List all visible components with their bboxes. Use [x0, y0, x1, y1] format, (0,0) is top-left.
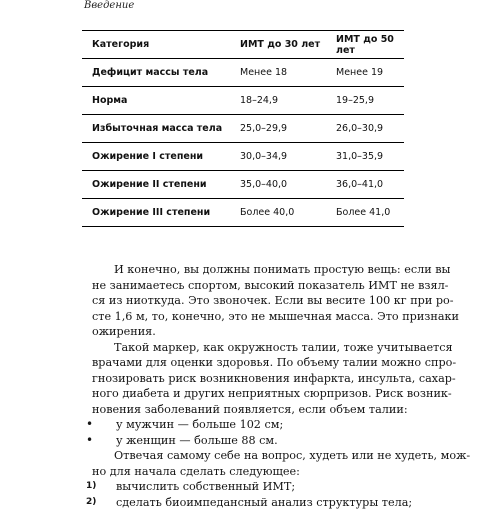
bullet-marker: • — [86, 417, 106, 433]
value-cell: 18–24,9 — [230, 87, 326, 115]
value-cell: Менее 18 — [230, 59, 326, 87]
paragraph-bmi-explanation — [92, 262, 410, 340]
category-cell: Ожирение II степени — [82, 171, 230, 199]
column-header: ИМТ до 50 лет — [326, 31, 404, 59]
list-item-text: у женщин — больше 88 см. — [116, 434, 278, 447]
text-line: гнозировать риск возникновения инфаркта, инсульта, сахар- — [92, 371, 410, 387]
body-text — [92, 262, 410, 510]
table-row — [82, 143, 404, 171]
category-cell: Норма — [82, 87, 230, 115]
table-row — [82, 171, 404, 199]
text-line: ся из ниоткуда. Это звоночек. Если вы весите 100 кг при ро- — [92, 293, 410, 309]
column-header: ИМТ до 30 лет — [230, 31, 326, 59]
list-number: 1) — [86, 479, 106, 495]
table-row — [82, 115, 404, 143]
table-row — [82, 87, 404, 115]
table-header-row — [82, 31, 404, 59]
text-line: Такой маркер, как окружность талии, тоже учитывается — [92, 340, 410, 356]
text-line: ного диабета и других неприятных сюрпризов. Риск возник- — [92, 386, 410, 402]
paragraph-waist-marker — [92, 340, 410, 418]
steps-numbered-list — [86, 479, 410, 510]
list-item-text: вычислить собственный ИМТ; — [116, 480, 295, 493]
value-cell: Более 40,0 — [230, 199, 326, 227]
waist-bullet-list — [86, 417, 410, 448]
paragraph-should-lose-weight — [92, 448, 410, 479]
value-cell: Более 41,0 — [326, 199, 404, 227]
category-cell: Дефицит массы тела — [82, 59, 230, 87]
value-cell: 26,0–30,9 — [326, 115, 404, 143]
text-line: сте 1,6 м, то, конечно, это не мышечная масса. Это признаки — [92, 309, 410, 325]
list-item — [86, 495, 410, 510]
text-line: врачами для оценки здоровья. По объему талии можно спро- — [92, 355, 410, 371]
value-cell: 19–25,9 — [326, 87, 404, 115]
list-number: 2) — [86, 495, 106, 510]
text-line: не занимаетесь спортом, высокий показатель ИМТ не взял- — [92, 278, 410, 294]
bullet-marker: • — [86, 433, 106, 449]
text-line: И конечно, вы должны понимать простую вещь: если вы — [92, 262, 410, 278]
text-line: но для начала сделать следующее: — [92, 464, 410, 480]
text-line: новения заболеваний появляется, если объем талии: — [92, 402, 410, 418]
value-cell: 36,0–41,0 — [326, 171, 404, 199]
value-cell: Менее 19 — [326, 59, 404, 87]
value-cell: 25,0–29,9 — [230, 115, 326, 143]
value-cell: 35,0–40,0 — [230, 171, 326, 199]
value-cell: 31,0–35,9 — [326, 143, 404, 171]
category-cell: Избыточная масса тела — [82, 115, 230, 143]
category-cell: Ожирение III степени — [82, 199, 230, 227]
value-cell: 30,0–34,9 — [230, 143, 326, 171]
list-item-text: сделать биоимпедансный анализ структуры тела; — [116, 496, 412, 509]
running-header: Введение — [84, 0, 134, 11]
text-line: Отвечая самому себе на вопрос, худеть или не худеть, мож- — [92, 448, 410, 464]
list-item — [86, 417, 410, 433]
bmi-table — [82, 30, 404, 227]
category-cell: Ожирение I степени — [82, 143, 230, 171]
list-item-text: у мужчин — больше 102 см; — [116, 418, 283, 431]
table-row — [82, 199, 404, 227]
list-item — [86, 479, 410, 495]
table-row — [82, 59, 404, 87]
column-header: Категория — [82, 31, 230, 59]
text-line: ожирения. — [92, 324, 410, 340]
list-item — [86, 433, 410, 449]
